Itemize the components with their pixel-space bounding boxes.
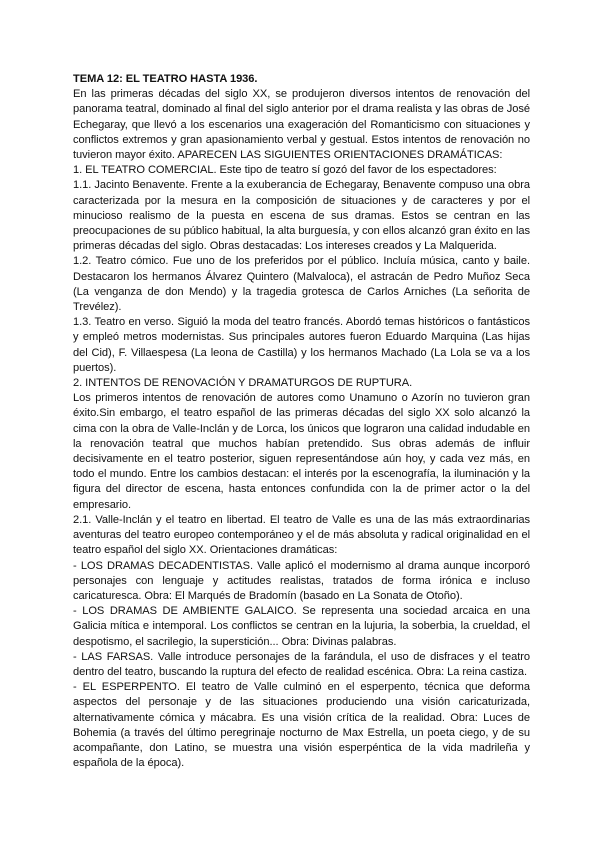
document-page [73, 72, 530, 771]
esperpento-item: - EL ESPERPENTO. El teatro de Valle culminó en el esperpento, técnica que deforma aspectos del personaje y de las situaciones produciendo una visión caricaturizada, alternativamente cómica y mácabra. Es una visión crítica de la realidad. Obra: Luces de Bohemia (a través del último peregrinaje nocturno de Max Estrella, un poeta ciego, y de su acompañante, don Latino, se muestra una visión esperpéntica de la vida madrileña y española de la época). [73, 681, 530, 770]
intro-paragraph: En las primeras décadas del siglo XX, se produjeron diversos intentos de renovación del panorama teatral, dominado al final del siglo anterior por el drama realista y las obras de José Echegaray, que llevó a los escenarios una exageración del Romanticismo con situaciones y conflictos extremos y gran apasionamiento verbal y gestual. Estos intentos de renovación no tuvieron mayor éxito. APARECEN LAS SIGUIENTES ORIENTACIONES DRAMÁTICAS: [73, 88, 530, 162]
dramas-decadentistas-item: - LOS DRAMAS DECADENTISTAS. Valle aplicó el modernismo al drama aunque incorporó personajes con lenguaje y actitudes realistas, tratados de forma irónica e incluso caricaturesca. Obra: El Marqués de Bradomín (basado en La Sonata de Otoño). [73, 559, 530, 602]
farsas-item: - LAS FARSAS. Valle introduce personajes de la farándula, el uso de disfraces y el teatro dentro del teatro, buscando la ruptura del efecto de realidad escénica. Obra: La reina castiza. [73, 650, 530, 678]
section-1-heading: 1. EL TEATRO COMERCIAL. Este tipo de teatro sí gozó del favor de los espectadores: [73, 164, 497, 177]
section-1-2-paragraph: 1.2. Teatro cómico. Fue uno de los preferidos por el público. Incluía música, canto y baile. Destacaron los hermanos Álvarez Quintero (Malvaloca), el astracán de Pedro Muñoz Seca (La venganza de don Mendo) y la tragedia grotesca de Carlos Arniches (La señorita de Trevélez). [73, 255, 530, 314]
section-1-1-paragraph: 1.1. Jacinto Benavente. Frente a la exuberancia de Echegaray, Benavente compuso una obra caracterizada por la mesura en la composición de situaciones y de caracteres y por el minucioso realismo de la puesta en escena de sus dramas. Estos se centran en las preocupaciones de su público habitual, la alta burguesía, y con ellos alcanzó gran éxito en las primeras décadas del siglo. Obras destacadas: Los intereses creados y La Malquerida. [73, 179, 530, 253]
section-2-heading: 2. INTENTOS DE RENOVACIÓN Y DRAMATURGOS DE RUPTURA. [73, 377, 413, 390]
section-1-3-paragraph: 1.3. Teatro en verso. Siguió la moda del teatro francés. Abordó temas históricos o fantásticos y empleó metros modernistas. Sus principales autores fueron Eduardo Marquina (Las hijas del Cid), F. Villaespesa (La leona de Castilla) y los hermanos Machado (La Lola se va a los puertos). [73, 316, 530, 374]
section-2-1-paragraph: 2.1. Valle-Inclán y el teatro en libertad. El teatro de Valle es una de las más extraordinarias aventuras del teatro europeo contemporáneo y el de más absoluta y radical originalidad en el teatro español del siglo XX. Orientaciones dramáticas: [73, 513, 530, 557]
document-title: TEMA 12: EL TEATRO HASTA 1936. [73, 73, 258, 85]
dramas-galaico-item: - LOS DRAMAS DE AMBIENTE GALAICO. Se representa una sociedad arcaica en una Galicia mítica e intemporal. Los conflictos se centran en la lujuria, la soberbia, la crueldad, el despotismo, el sacrilegio, la superstición... Obra: Divinas palabras. [73, 605, 530, 648]
section-2-paragraph: Los primeros intentos de renovación de autores como Unamuno o Azorín no tuvieron gran éxito.Sin embargo, el teatro español de las primeras décadas del siglo XX solo alcanzó la cima con la obra de Valle-Inclán y de Lorca, los únicos que lograron una calidad indudable en la renovación teatral que muchos habían pretendido. Sus obras además de influir decisivamente en el teatro posterior, siguen representándose aún hoy, y cada vez más, en todo el mundo. Entre los cambios destacan: el interés por la escenografía, la iluminación y la figura del director de escena, hasta entonces confundida con la de primer actor o la del empresario. [73, 392, 530, 511]
